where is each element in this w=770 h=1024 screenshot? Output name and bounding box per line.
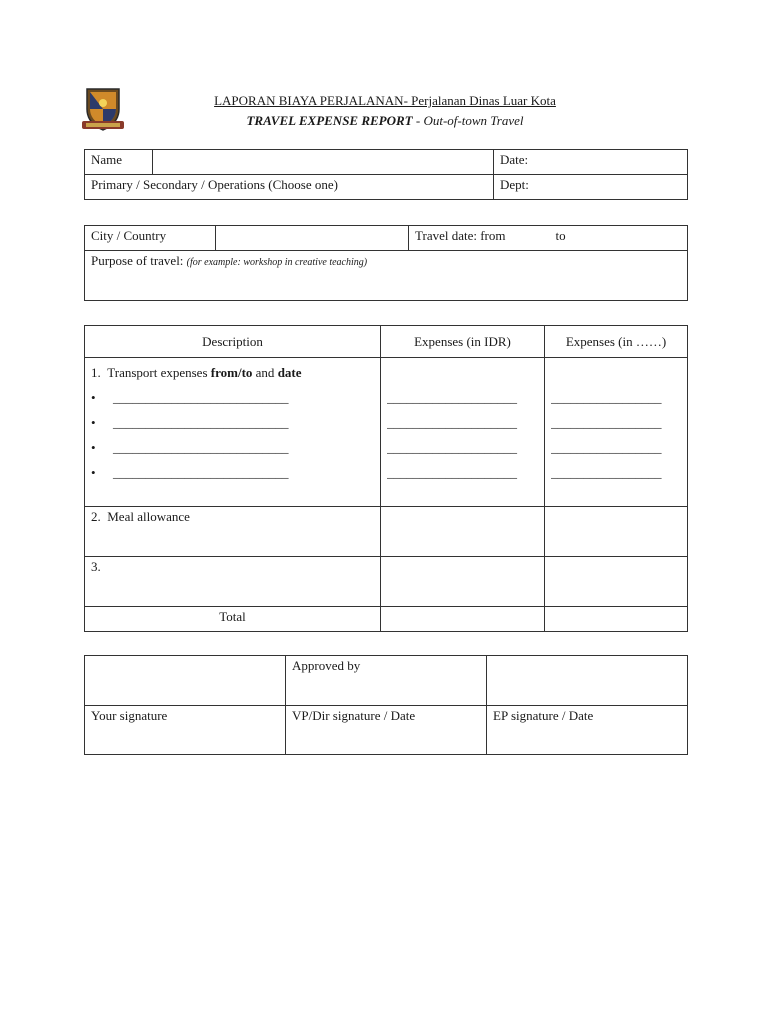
division-field[interactable]: Primary / Secondary / Operations (Choose one) [85, 175, 494, 200]
third-item-cell[interactable]: 3. [85, 557, 381, 607]
other-currency-line[interactable]: _________________ [551, 465, 662, 480]
approval-table [84, 655, 688, 755]
transport-line[interactable]: • ___________________________ [91, 465, 289, 480]
idr-line[interactable]: ____________________ [387, 390, 517, 405]
name-field[interactable] [153, 150, 494, 175]
report-title-english: TRAVEL EXPENSE REPORT - Out-of-town Travel [246, 113, 524, 128]
meal-other-field[interactable] [545, 507, 688, 557]
approval-blank-right [487, 656, 688, 706]
dept-field[interactable]: Dept: [494, 175, 688, 200]
purpose-note: (for example: workshop in creative teaching) [186, 257, 368, 268]
purpose-field[interactable] [85, 251, 688, 301]
employee-info-table [84, 149, 688, 200]
transport-line[interactable]: • ___________________________ [91, 415, 289, 430]
col-description: Description [85, 326, 381, 358]
meal-allowance-cell: 2. Meal allowance [85, 507, 381, 557]
approved-by-label: Approved by [286, 656, 487, 706]
transport-line[interactable]: • ___________________________ [91, 440, 289, 455]
total-idr-field[interactable] [381, 607, 545, 632]
transport-other-cell [545, 358, 688, 507]
meal-idr-field[interactable] [381, 507, 545, 557]
total-other-field[interactable] [545, 607, 688, 632]
your-signature-field[interactable]: Your signature [85, 706, 286, 755]
idr-line[interactable]: ____________________ [387, 440, 517, 455]
approval-blank-left [85, 656, 286, 706]
expenses-table [84, 325, 688, 632]
col-expenses-other: Expenses (in ……) [545, 326, 688, 358]
report-title-indonesian: LAPORAN BIAYA PERJALANAN- Perjalanan Dinas Luar Kota [214, 93, 556, 108]
other-currency-line[interactable]: _________________ [551, 440, 662, 455]
date-field[interactable]: Date: [494, 150, 688, 175]
transport-idr-cell [381, 358, 545, 507]
vp-signature-field[interactable]: VP/Dir signature / Date [286, 706, 487, 755]
city-country-label: City / Country [85, 226, 216, 251]
transport-cell [85, 358, 381, 507]
third-idr-field[interactable] [381, 557, 545, 607]
total-label: Total [85, 607, 381, 632]
trip-info-table [84, 225, 688, 301]
idr-line[interactable]: ____________________ [387, 415, 517, 430]
city-country-field[interactable] [216, 226, 409, 251]
ep-signature-field[interactable]: EP signature / Date [487, 706, 688, 755]
idr-line[interactable]: ____________________ [387, 465, 517, 480]
other-currency-line[interactable]: _________________ [551, 415, 662, 430]
name-label: Name [85, 150, 153, 175]
school-crest-logo [78, 85, 128, 133]
transport-line[interactable]: • ___________________________ [91, 390, 289, 405]
purpose-label: Purpose of travel: [91, 253, 184, 268]
third-other-field[interactable] [545, 557, 688, 607]
col-expenses-idr: Expenses (in IDR) [381, 326, 545, 358]
travel-date-field[interactable]: Travel date: from to [409, 226, 688, 251]
other-currency-line[interactable]: _________________ [551, 390, 662, 405]
transport-heading: 1. Transport expenses from/to and date [91, 365, 302, 380]
